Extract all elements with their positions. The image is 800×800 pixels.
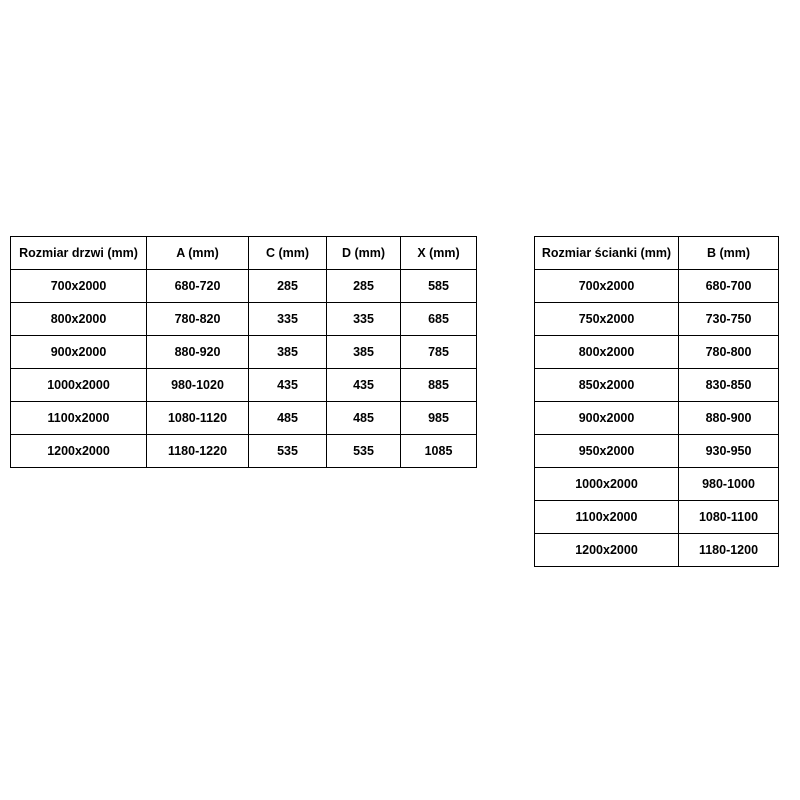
table-cell: 335	[327, 303, 401, 336]
table-cell: 1080-1120	[147, 402, 249, 435]
table-cell: 1080-1100	[679, 501, 779, 534]
table-cell: 585	[401, 270, 477, 303]
table-cell: 785	[401, 336, 477, 369]
table-cell: 285	[249, 270, 327, 303]
table-cell: 800x2000	[535, 336, 679, 369]
table-cell: 485	[249, 402, 327, 435]
table-row	[11, 303, 477, 336]
table-row	[11, 270, 477, 303]
table-row	[11, 435, 477, 468]
table-cell: 485	[327, 402, 401, 435]
table-cell: 1000x2000	[11, 369, 147, 402]
table-header-row	[535, 237, 779, 270]
table-cell: 535	[327, 435, 401, 468]
table-cell: 980-1000	[679, 468, 779, 501]
table-cell: 900x2000	[11, 336, 147, 369]
table-cell: 930-950	[679, 435, 779, 468]
table-cell: 900x2000	[535, 402, 679, 435]
table-row	[535, 336, 779, 369]
walls-header-size: Rozmiar ścianki (mm)	[535, 237, 679, 270]
table-cell: 385	[249, 336, 327, 369]
table-cell: 385	[327, 336, 401, 369]
table-cell: 950x2000	[535, 435, 679, 468]
walls-table-body	[535, 270, 779, 567]
doors-header-d: D (mm)	[327, 237, 401, 270]
table-cell: 880-920	[147, 336, 249, 369]
table-cell: 1200x2000	[11, 435, 147, 468]
table-cell: 1200x2000	[535, 534, 679, 567]
doors-table-body	[11, 270, 477, 468]
table-row	[535, 501, 779, 534]
table-row	[535, 270, 779, 303]
table-cell: 880-900	[679, 402, 779, 435]
doors-table-head	[11, 237, 477, 270]
table-row	[535, 303, 779, 336]
table-row	[535, 468, 779, 501]
table-cell: 680-700	[679, 270, 779, 303]
doors-size-table	[10, 236, 477, 468]
doors-header-c: C (mm)	[249, 237, 327, 270]
table-row	[11, 336, 477, 369]
table-row	[535, 435, 779, 468]
table-cell: 1000x2000	[535, 468, 679, 501]
table-cell: 285	[327, 270, 401, 303]
table-cell: 1180-1200	[679, 534, 779, 567]
table-cell: 1085	[401, 435, 477, 468]
walls-table-holder	[534, 236, 779, 567]
table-cell: 700x2000	[11, 270, 147, 303]
table-row	[11, 402, 477, 435]
table-header-row	[11, 237, 477, 270]
walls-table-head	[535, 237, 779, 270]
table-cell: 780-800	[679, 336, 779, 369]
table-row	[535, 534, 779, 567]
table-cell: 1100x2000	[535, 501, 679, 534]
walls-header-b: B (mm)	[679, 237, 779, 270]
table-cell: 680-720	[147, 270, 249, 303]
table-cell: 335	[249, 303, 327, 336]
table-row	[535, 369, 779, 402]
table-cell: 730-750	[679, 303, 779, 336]
table-cell: 535	[249, 435, 327, 468]
table-cell: 435	[249, 369, 327, 402]
tables-container	[0, 236, 800, 567]
table-cell: 885	[401, 369, 477, 402]
table-cell: 700x2000	[535, 270, 679, 303]
doors-table-holder	[10, 236, 477, 468]
doors-header-size: Rozmiar drzwi (mm)	[11, 237, 147, 270]
table-cell: 985	[401, 402, 477, 435]
table-cell: 685	[401, 303, 477, 336]
table-cell: 435	[327, 369, 401, 402]
walls-size-table	[534, 236, 779, 567]
doors-header-x: X (mm)	[401, 237, 477, 270]
table-row	[11, 369, 477, 402]
doors-header-a: A (mm)	[147, 237, 249, 270]
table-cell: 780-820	[147, 303, 249, 336]
table-cell: 750x2000	[535, 303, 679, 336]
table-cell: 980-1020	[147, 369, 249, 402]
table-cell: 830-850	[679, 369, 779, 402]
table-cell: 850x2000	[535, 369, 679, 402]
table-cell: 800x2000	[11, 303, 147, 336]
table-cell: 1180-1220	[147, 435, 249, 468]
table-row	[535, 402, 779, 435]
table-cell: 1100x2000	[11, 402, 147, 435]
